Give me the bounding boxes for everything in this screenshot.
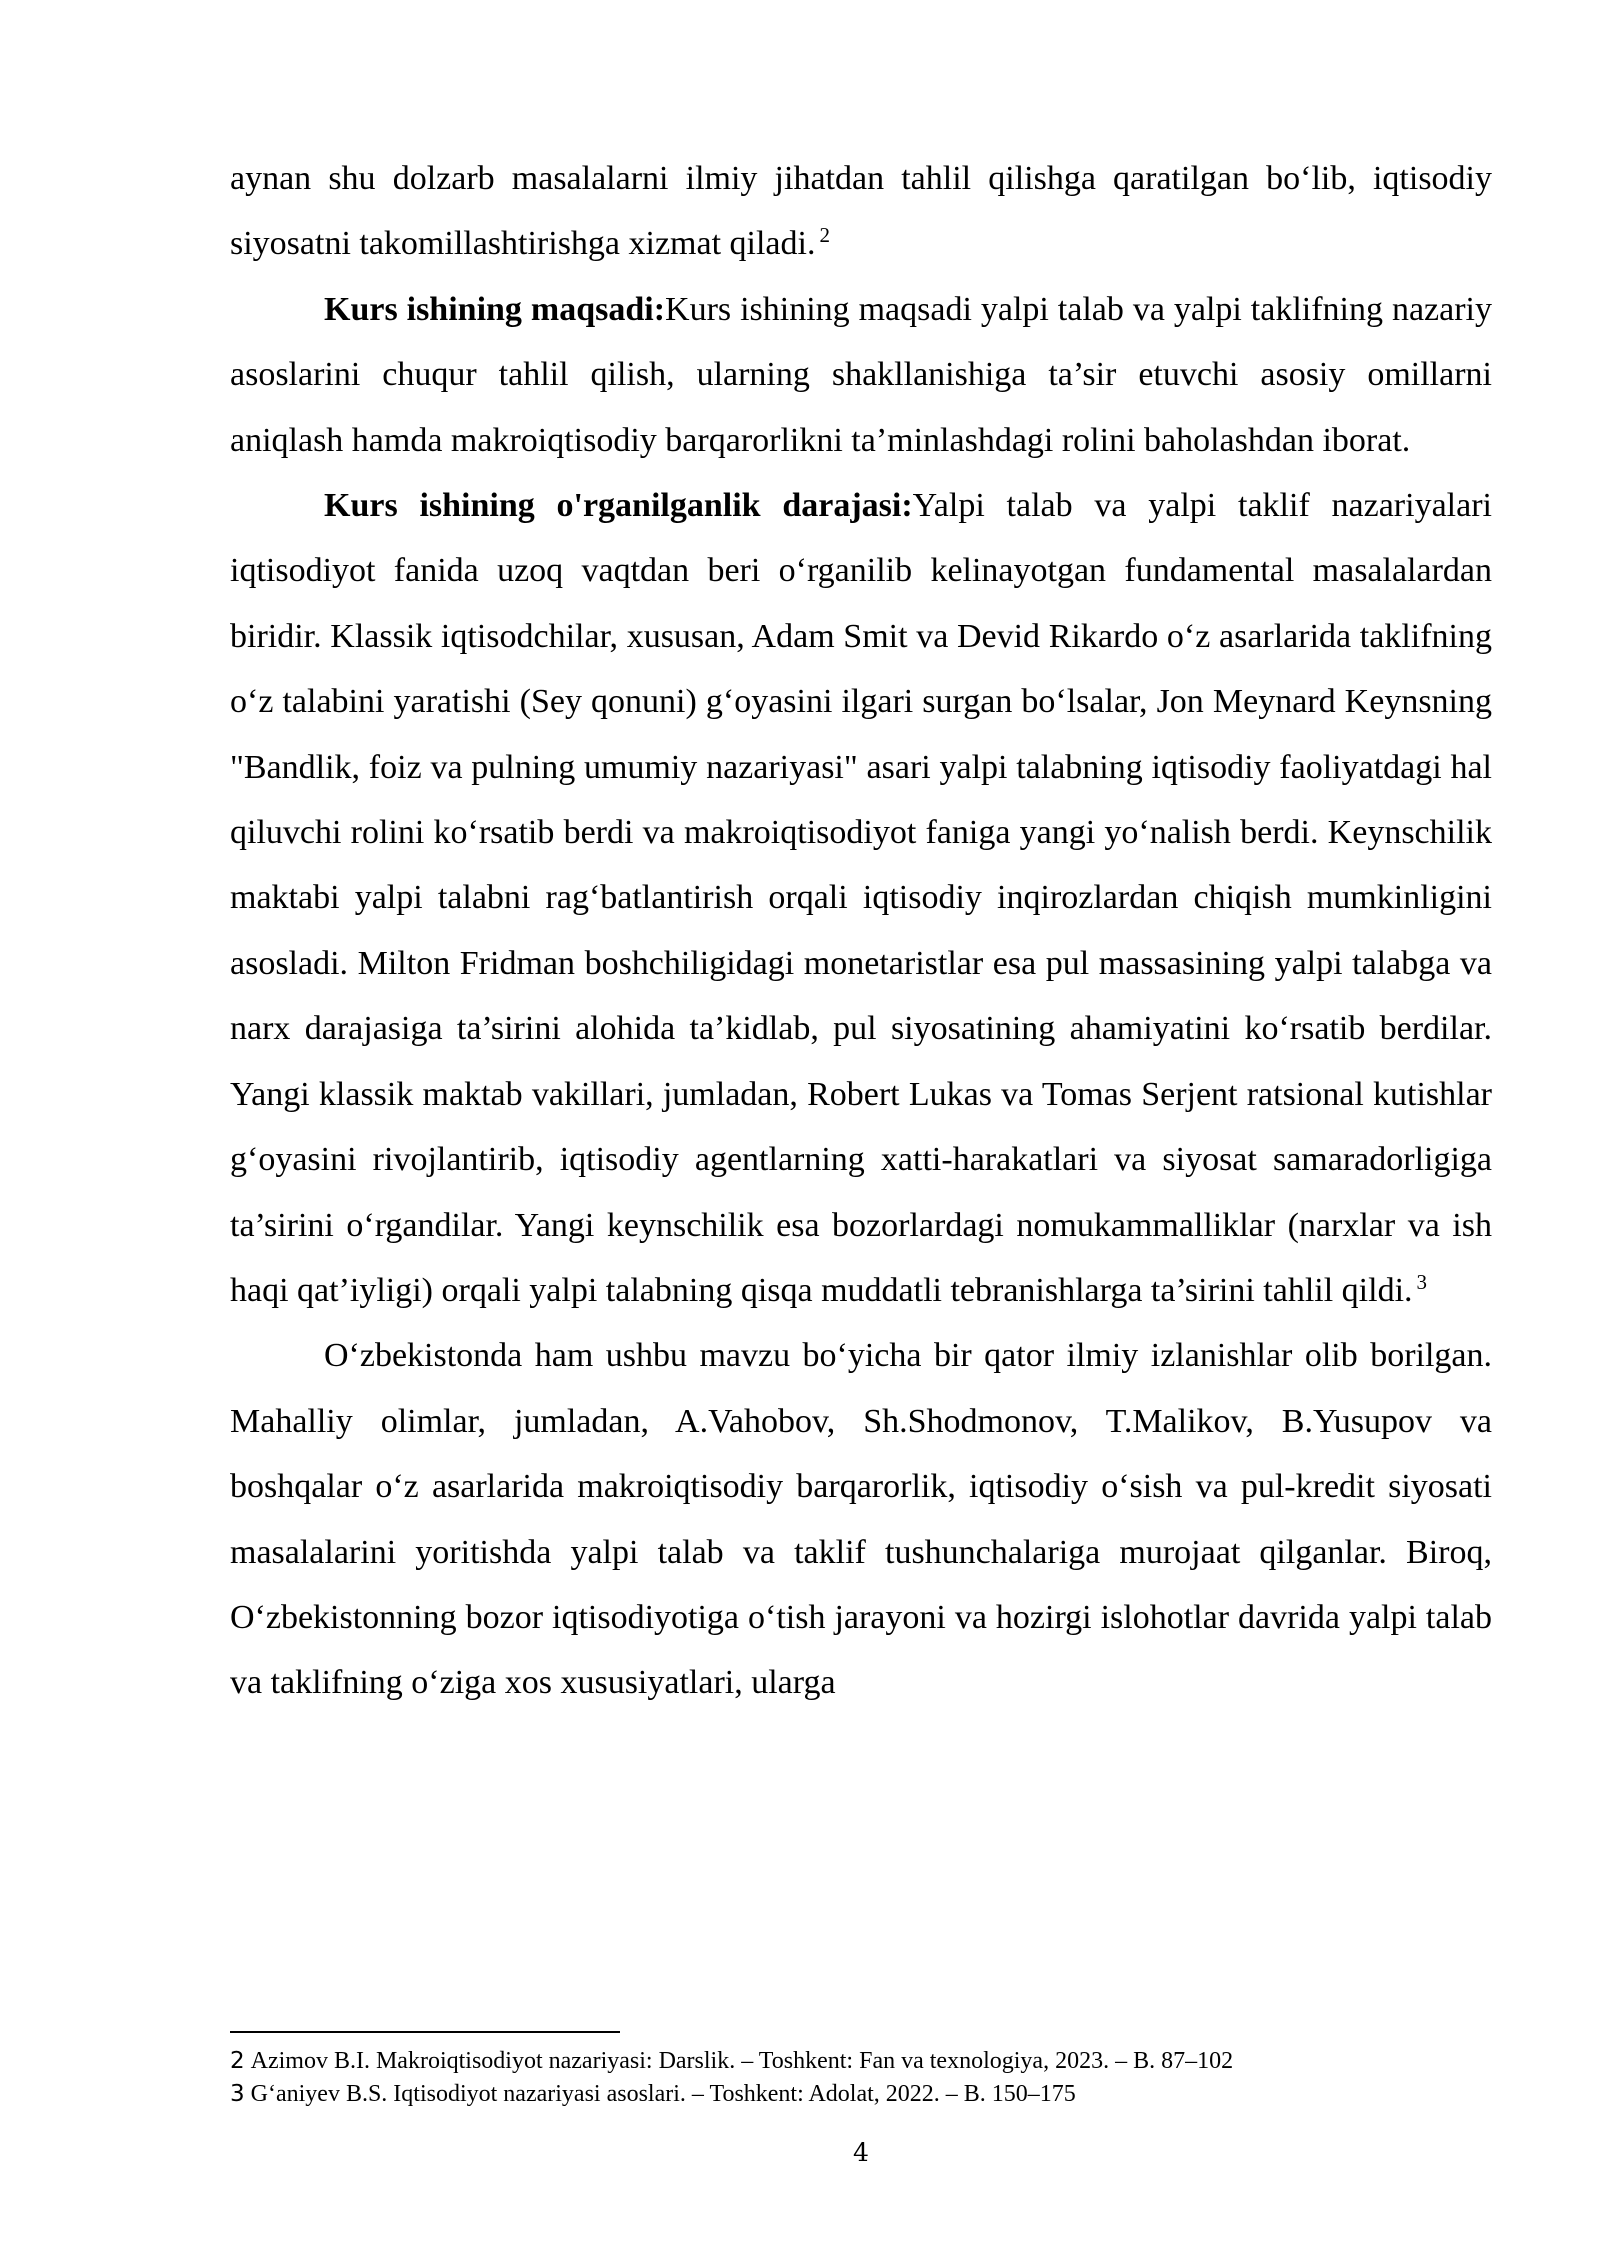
paragraph-text: Oʻzbekistonda ham ushbu mavzu boʻyicha bir qator ilmiy izlanishlar olib borilgan. Mahalliy olimlar, jumladan, A.Vahobov, Sh.Shodmonov, T.Malikov, B.Yusupov va boshqalar oʻz asarlarida makroiqtisodiy barqarorlik, iqtisodiy oʻsish va pul-kredit siyosati masalalarini yoritishda yalpi talab va taklif tushunchalariga murojaat qilganlar. Biroq, Oʻzbekistonning bozor iqtisodiyotiga oʻtish jarayoni va hozirgi islohotlar davrida yalpi talab va taklifning oʻziga xos xususiyatlari, ularga [230,1337,1492,1702]
paragraph-goal [230,277,1492,473]
footnote-ref-2[interactable]: 2 [819,223,830,248]
paragraph-text: aynan shu dolzarb masalalarni ilmiy jihatdan tahlil qilishga qaratilgan boʻlib, iqtisodiy siyosatni takomillashtirishga xizmat qiladi. [230,160,1492,263]
paragraph-heading: Kurs ishining o'rganilganlik darajasi: [324,487,913,525]
footnotes [230,2045,1492,2111]
footnote-number: 3 [230,2081,245,2107]
paragraph-text: Yalpi talab va yalpi taklif nazariyalari iqtisodiyot fanida uzoq vaqtdan beri oʻrganilib kelinayotgan fundamental masalalardan biridir. Klassik iqtisodchilar, xususan, Adam Smit va Devid Rikardo oʻz asarlarida taklifning oʻz talabini yaratishi (Sey qonuni) gʻoyasini ilgari surgan boʻlsalar, Jon Meynard Keynsning "Bandlik, foiz va pulning umumiy nazariyasi" asari yalpi talabning iqtisodiy faoliyatdagi hal qiluvchi rolini koʻrsatib berdi va makroiqtisodiyot faniga yangi yoʻnalish berdi. Keynschilik maktabi yalpi talabni ragʻbatlantirish orqali iqtisodiy inqirozlardan chiqish mumkinligini asosladi. Milton Fridman boshchiligidagi monetaristlar esa pul massasining yalpi talabga va narx darajasiga ta’sirini alohida ta’kidlab, pul siyosatining ahamiyatini koʻrsatib berdilar. Yangi klassik maktab vakillari, jumladan, Robert Lukas va Tomas Serjent ratsional kutishlar gʻoyasini rivojlantirib, iqtisodiy agentlarning xatti-harakatlari va siyosat samaradorligiga ta’sirini oʻrgandilar. Yangi keynschilik esa bozorlardagi nomukammalliklar (narxlar va ish haqi qat’iyligi) orqali yalpi talabning qisqa muddatli tebranishlarga ta’sirini tahlil qildi. [230,487,1492,1309]
paragraph-text: Kurs ishining maqsadi yalpi talab va yalpi taklifning nazariy asoslarini chuqur tahlil qilish, ularning shakllanishiga ta’sir etuvchi asosiy omillarni aniqlash hamda makroiqtisodiy barqarorlikni ta’minlashdagi rolini baholashdan iborat. [230,290,1492,459]
footnote-3 [230,2078,1492,2111]
page-number: 4 [853,2138,869,2167]
footnote-number: 2 [230,2048,245,2074]
paragraph-heading: Kurs ishining maqsadi: [324,290,666,328]
body-text [230,146,1492,1716]
footnote-ref-3[interactable]: 3 [1416,1269,1428,1294]
footnote-2 [230,2045,1492,2078]
paragraph-study-level [230,473,1492,1323]
paragraph-uzbekistan [230,1323,1492,1715]
paragraph-1 [230,146,1492,277]
footnote-text: Azimov B.I. Makroiqtisodiyot nazariyasi: Darslik. – Toshkent: Fan va texnologiya, 2023. – B. 87–102 [250,2048,1234,2074]
footnote-separator [230,2031,620,2033]
footnote-text: Gʻaniyev B.S. Iqtisodiyot nazariyasi asoslari. – Toshkent: Adolat, 2022. – B. 150–175 [250,2081,1076,2107]
